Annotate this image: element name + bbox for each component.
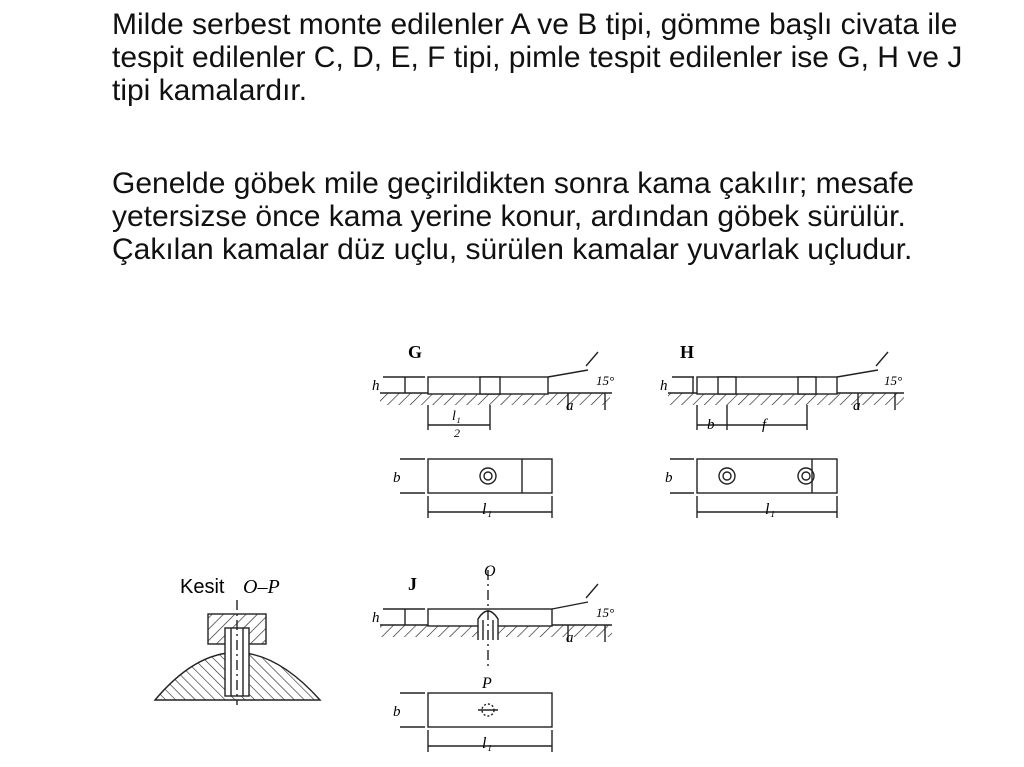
figure-j-l1-label: l₁: [482, 735, 493, 752]
figure-g-top-view: [400, 459, 552, 518]
figure-h-h-label: h: [660, 378, 668, 394]
figure-g-angle-label: 15°: [596, 373, 615, 388]
figure-h-top-view: [670, 459, 837, 518]
figure-g-h-label: h: [372, 378, 380, 394]
figure-h-a-label: a: [853, 398, 861, 414]
section-o-p-view: [155, 600, 320, 705]
figure-h-b-label: b: [665, 470, 673, 486]
figure-g-l1-label: l₁: [482, 501, 493, 518]
paragraph-assembly: Genelde göbek mile geçirildikten sonra kama çakılır; mesafe yetersizse önce kama yerine konur, ardından göbek sürülür. Çakılan kamalar düz uçlu, sürülen kamalar yuvarlak uçludur.: [112, 167, 915, 266]
figure-j-angle-label: 15°: [596, 605, 615, 620]
figure-j-p-label: P: [482, 675, 492, 692]
figure-j-label: J: [408, 574, 417, 594]
figure-g-divisor-label: 2: [454, 426, 460, 440]
figure-j-a-label: a: [566, 630, 574, 646]
figure-j-o-label: O: [484, 563, 496, 580]
figure-g-side-view: [380, 352, 615, 430]
figure-j-b-label: b: [393, 704, 401, 720]
figure-j-h-label: h: [372, 610, 380, 626]
figure-g-l1-half-label: l₁: [452, 409, 461, 424]
section-op-label: O–P: [243, 576, 280, 598]
figure-h-b-dim-label: b: [707, 417, 715, 433]
figure-h-l1-label: l₁: [765, 501, 776, 518]
figure-h-f-label: f: [762, 417, 767, 433]
figure-j-top-view: [400, 693, 552, 752]
figure-h-side-view: [668, 352, 904, 430]
figure-g-label: G: [408, 342, 423, 362]
figure-h-label: H: [680, 342, 695, 362]
figure-g-a-label: a: [566, 398, 574, 414]
figure-g-b-label: b: [393, 470, 401, 486]
figure-h-angle-label: 15°: [884, 373, 903, 388]
section-kesit-label: Kesit: [180, 576, 225, 598]
paragraph-key-types: Milde serbest monte edilenler A ve B tipi, gömme başlı civata ile tespit edilenler C, D, E, F tipi, pimle tespit edilenler ise G, H ve J tipi kamalardır.: [112, 8, 963, 107]
